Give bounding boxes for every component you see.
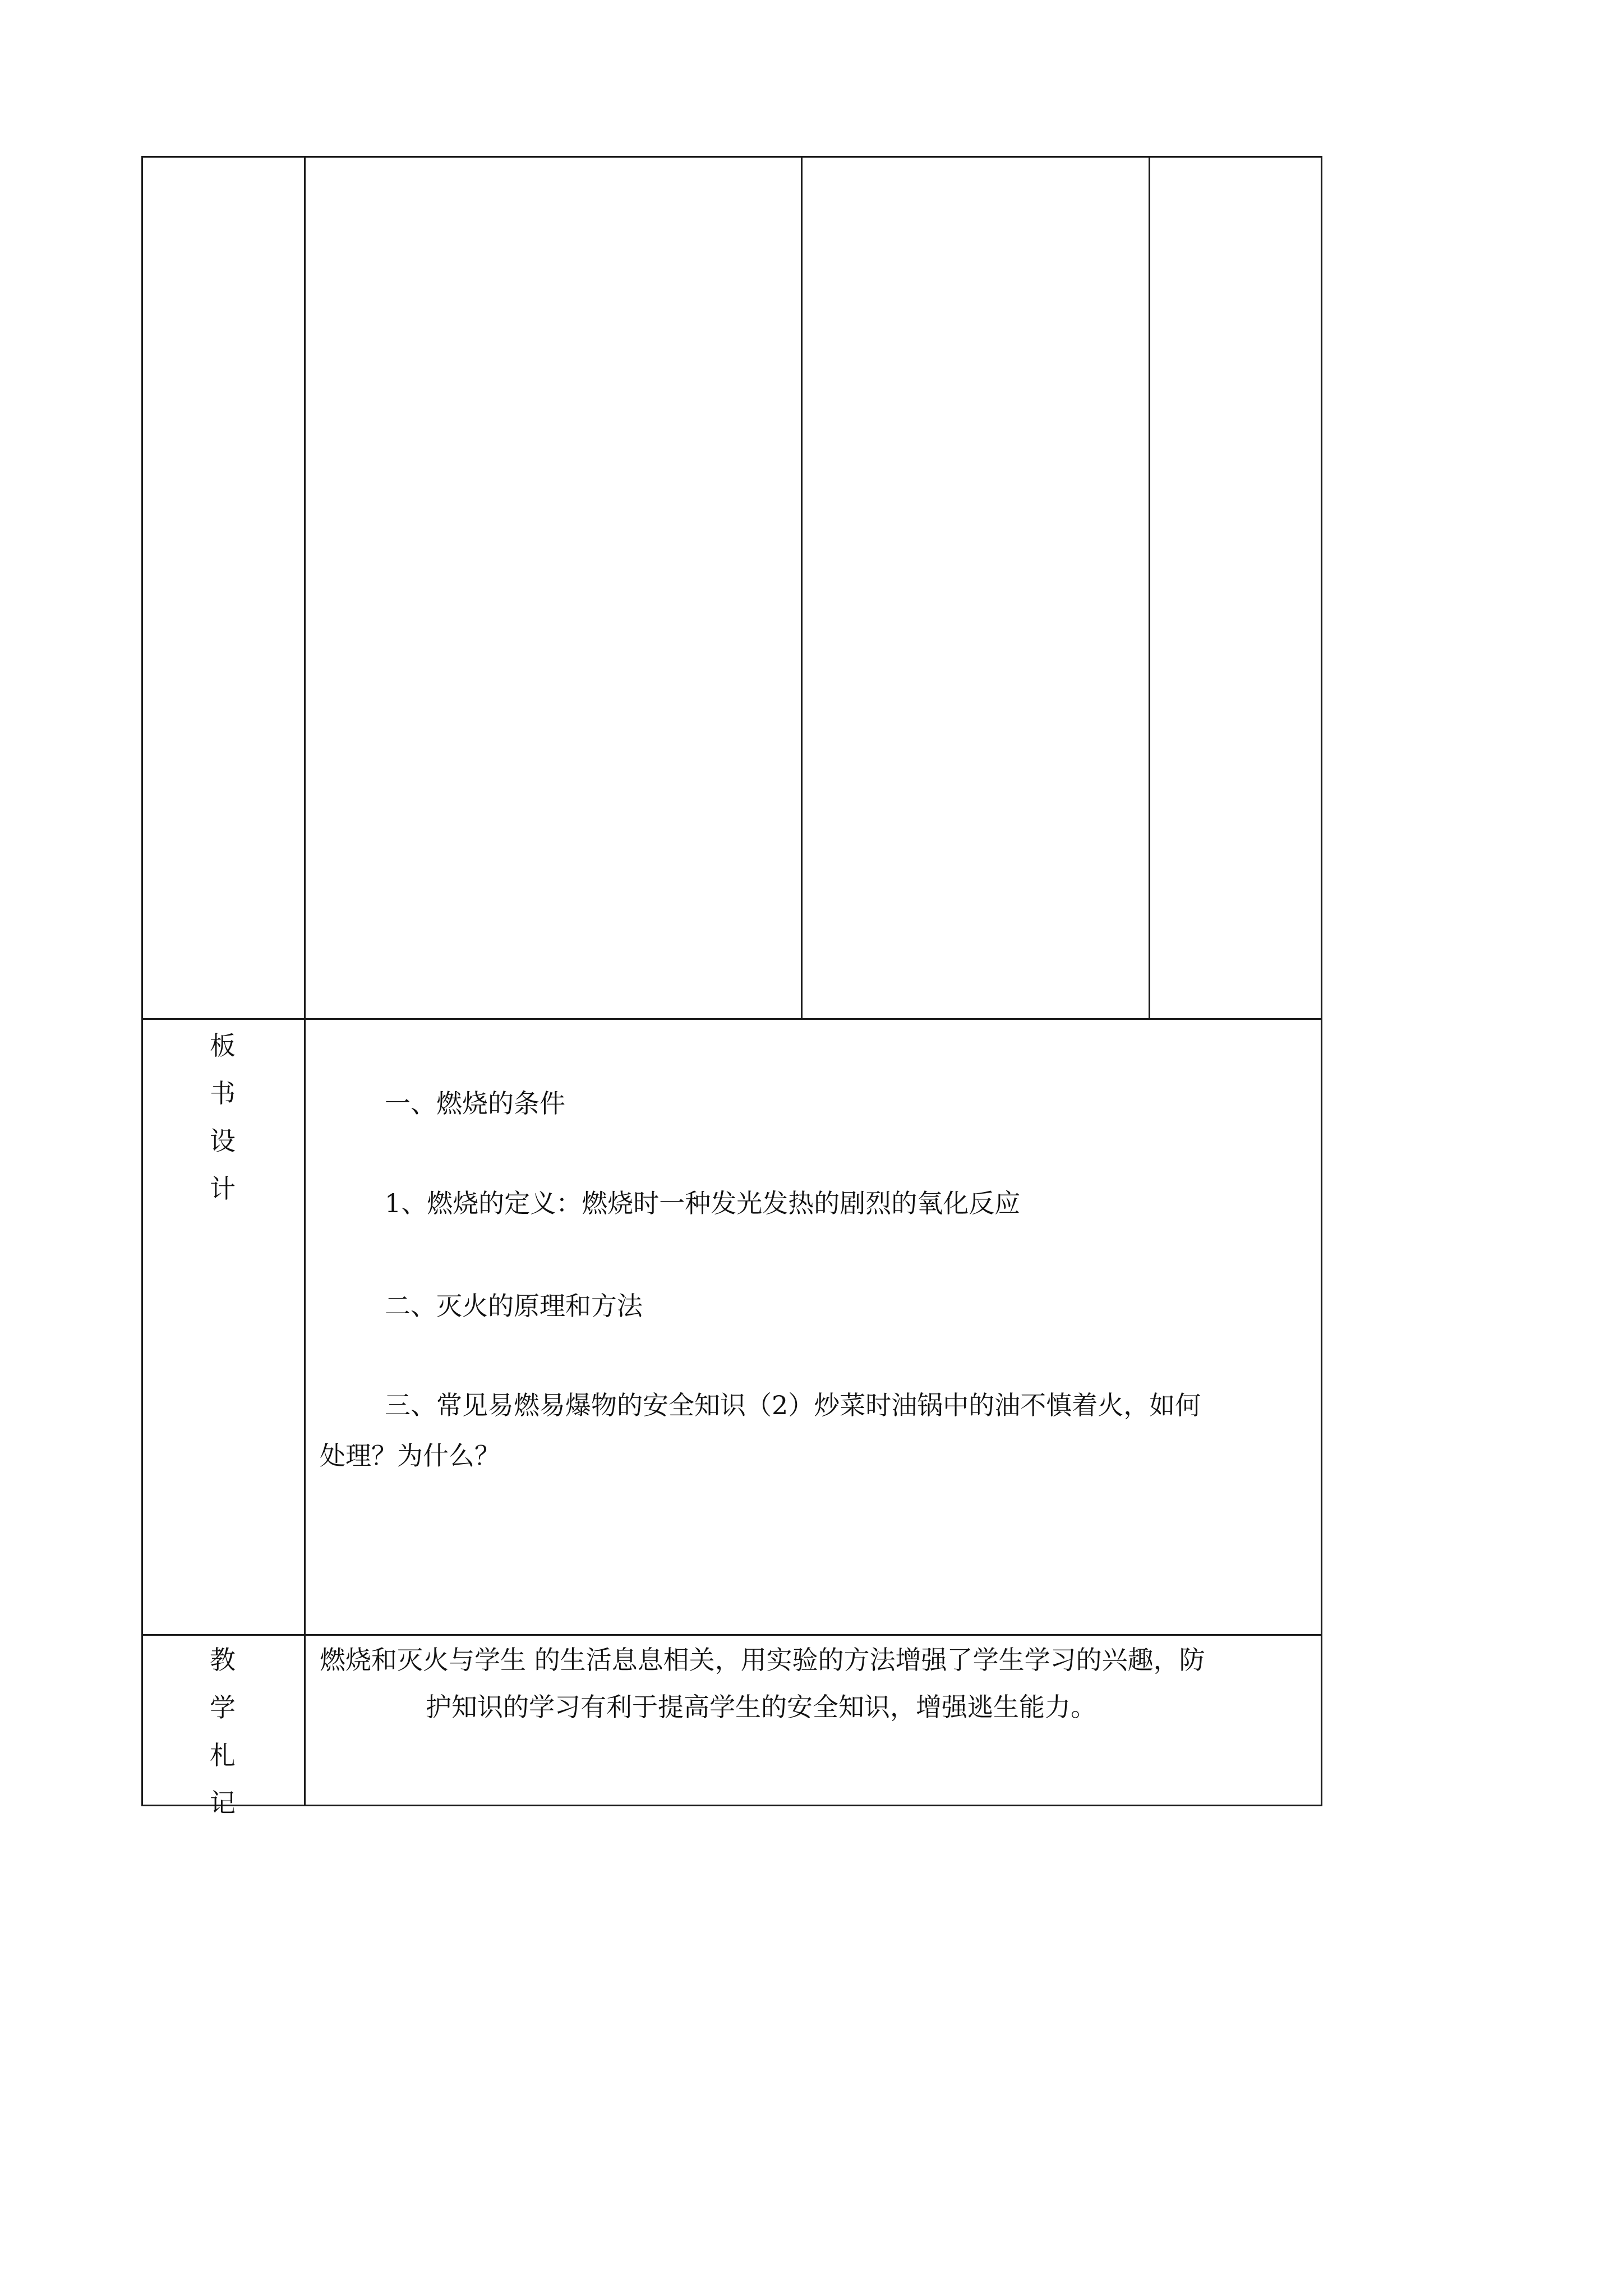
- label-char: 板: [210, 1030, 236, 1061]
- lesson-table: [141, 156, 1322, 1806]
- board-line-heading-1: 一、燃烧的条件: [385, 1088, 565, 1119]
- row-divider-2: [141, 1634, 1322, 1636]
- label-char: 札: [210, 1740, 236, 1770]
- col-divider-3: [1149, 156, 1150, 1019]
- board-design-label: [141, 1022, 304, 1213]
- label-char: 计: [210, 1174, 236, 1204]
- board-line-heading-2: 二、灭火的原理和方法: [385, 1291, 643, 1321]
- label-char: 设: [210, 1126, 236, 1156]
- board-line-heading-3: 三、常见易燃易爆物的安全知识（2）炒菜时油锅中的油不慎着火，如何: [385, 1390, 1201, 1420]
- label-char: 书: [210, 1078, 236, 1108]
- teaching-notes-line-1: 燃烧和灭火与学生 的生活息息相关，用实验的方法增强了学生学习的兴趣，防: [320, 1645, 1205, 1675]
- col-divider-1: [304, 156, 306, 1019]
- label-char: 记: [210, 1788, 236, 1818]
- label-char: 教: [210, 1645, 236, 1675]
- label-char: 学: [210, 1692, 236, 1723]
- board-line-definition: 1、燃烧的定义：燃烧时一种发光发热的剧烈的氧化反应: [385, 1188, 1021, 1218]
- row-divider-1: [141, 1018, 1322, 1020]
- label-col-divider: [304, 1018, 306, 1806]
- teaching-notes-line-2: 护知识的学习有利于提高学生的安全知识，增强逃生能力。: [426, 1692, 1096, 1722]
- teaching-notes-label: [141, 1636, 304, 1827]
- col-divider-2: [801, 156, 803, 1019]
- board-line-heading-3-cont: 处理？为什么？: [320, 1441, 500, 1471]
